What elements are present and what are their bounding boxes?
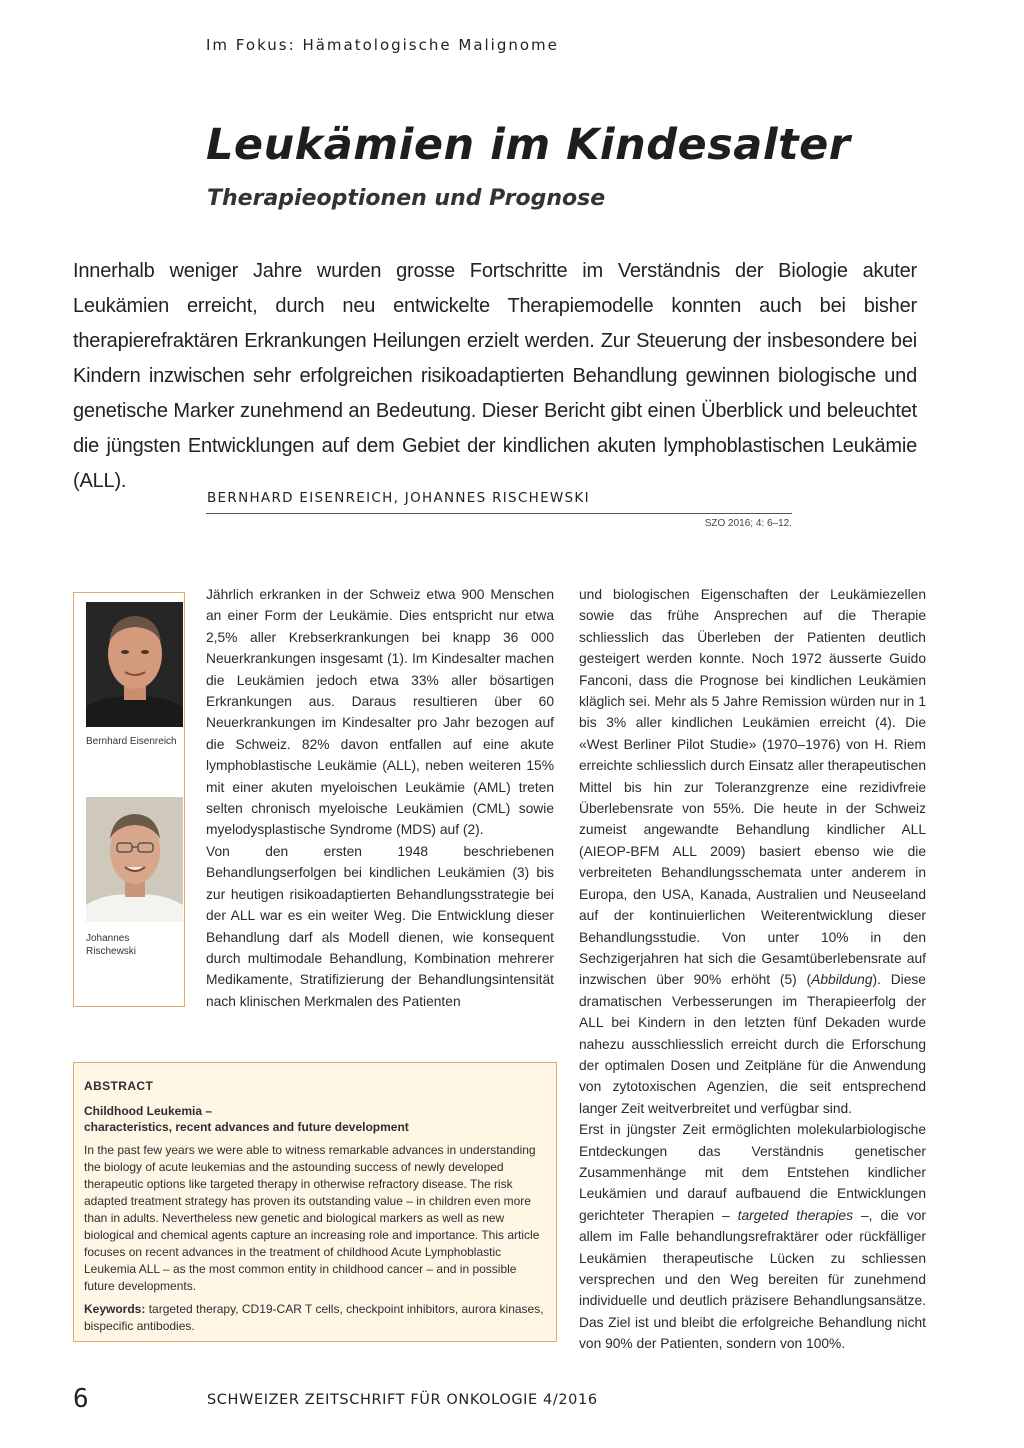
- body-column-2: [579, 584, 926, 1355]
- body-paragraph: Von den ersten 1948 beschriebenen Behandlungserfolgen bei kindlichen Leukämien (3) bis zur heutigen risikoadaptierten Behandlungsstrategie bei der ALL war es ein weiter Weg. Die Entwicklung dieser Behandlung darf als Modell dienen, wie konsequent durch multimodale Behandlung, Kombination mehrerer Medikamente, Stratifizierung der Behandlungsintensität nach klinischen Merkmalen des Patienten: [206, 843, 554, 1009]
- author-line: BERNHARD EISENREICH, JOHANNES RISCHEWSKI: [207, 490, 590, 506]
- body-text: –, die vor allem im Falle behandlungsrefraktärer oder rückfälliger Leukämien therapeutische Lücken zu schliessen versprechen und den Weg bereiten für zunehmend individuelle und deutlich präzisere Behandlungsansätze. Das Ziel ist und bleibt die erfolgreiche Behandlung nicht von 90% der Patienten, sondern von 100%.: [579, 1207, 926, 1352]
- author-photo-box: [73, 592, 185, 1007]
- body-paragraph: [579, 1119, 926, 1354]
- emphasis-term: targeted therapies: [737, 1207, 853, 1223]
- keywords-list: targeted therapy, CD19-CAR T cells, checkpoint inhibitors, aurora kinases, bispecific antibodies.: [84, 1302, 544, 1333]
- abstract-title-line: characteristics, recent advances and future development: [84, 1120, 409, 1134]
- body-paragraph: [579, 584, 926, 1119]
- body-text: Erst in jüngster Zeit ermöglichten molekularbiologische Entdeckungen das Verständnis genetischer Zusammenhänge mit dem Entstehen kindlicher Leukämien und darauf aufbauend die Entwicklungen gerichteter Therapien –: [579, 1122, 926, 1223]
- figure-reference: Abbildung: [811, 972, 873, 988]
- abstract-title: [84, 1103, 549, 1135]
- caption-eisenreich: Bernhard Eisenreich: [86, 736, 177, 747]
- author-photo-rischewski: [86, 797, 183, 922]
- journal-name: SCHWEIZER ZEITSCHRIFT FÜR ONKOLOGIE 4/2016: [207, 1392, 598, 1408]
- citation: SZO 2016; 4: 6–12.: [704, 518, 792, 529]
- section-label: Im Fokus: Hämatologische Malignome: [206, 36, 559, 54]
- abstract-box: [73, 1062, 557, 1342]
- article-subtitle: Therapieoptionen und Prognose: [207, 186, 606, 211]
- keywords-label: Keywords:: [84, 1302, 146, 1316]
- author-rule: [206, 513, 792, 514]
- caption-rischewski: Johannes Rischewski: [86, 933, 137, 957]
- article-title: Leukämien im Kindesalter: [206, 120, 851, 170]
- abstract-heading: ABSTRACT: [84, 1079, 154, 1093]
- page-number: 6: [73, 1384, 89, 1414]
- abstract-title-line: Childhood Leukemia –: [84, 1104, 213, 1118]
- body-text: ). Diese dramatischen Verbesserungen im Therapieerfolg der ALL bei Kindern in den letzten fünf Dekaden wurde nahezu ausschliesslich erreicht durch die Erforschung der optimalen Dosen und Zeitpläne für die Anwendung von zytotoxischen Agenzien, die seit entsprechend langer Zeit weitverbreitet und verfügbar sind.: [579, 972, 926, 1116]
- body-text: und biologischen Eigenschaften der Leukämiezellen sowie das frühe Ansprechen auf die Therapie schliesslich das Überleben der Patienten deutlich gesteigert werden konnte. Noch 1972 äusserte Guido Fanconi, dass die Prognose bei kindlichen Leukämien kläglich sei. Mehr als 5 Jahre Remission würden nur in 1 bis 3% aller kindlichen Leukämien erreicht (4). Die «West Berliner Pilot Studie» (1970–1976) von H. Riem erreichte schliesslich durch Einsatz aller therapeutischen Mittel bis hin zur Toleranzgrenze eine rezidivfreie Überlebensrate von 55%. Die heute in der Schweiz zumeist angewandte Behandlung kindlicher ALL (AIEOP-BFM ALL 2009) basiert ebenso wie die verbreiteten Behandlungsschemata unter anderem in Europa, den USA, Kanada, Australien und Neuseeland auf der kontinuierlichen Weiterentwicklung dieser Behandlungsstudie. Von unter 10% in den Sechzigerjahren hat sich die Gesamtüberlebensrate auf inzwischen über 90% erhöht (5) (: [579, 587, 926, 988]
- author-photo-eisenreich: [86, 602, 183, 727]
- lead-paragraph: Innerhalb weniger Jahre wurden grosse Fortschritte im Verständnis der Biologie akuter Leukämien erreicht, durch neu entwickelte Therapiemodelle konnten auch bei bisher therapierefraktären Erkrankungen Heilungen erzielt werden. Zur Steuerung der insbesondere bei Kindern inzwischen sehr erfolgreichen risikoadaptierten Behandlung gewinnen biologische und genetische Marker zunehmend an Bedeutung. Dieser Bericht gibt einen Überblick und beleuchtet die jüngsten Entwicklungen auf dem Gebiet der kindlichen akuten lymphoblastischen Leukämie (ALL).: [73, 260, 917, 492]
- body-paragraph: Jährlich erkranken in der Schweiz etwa 900 Menschen an einer Form der Leukämie. Dies entspricht nur etwa 2,5% aller Krebserkrankungen bei knapp 36 000 Neuerkrankungen insgesamt (1). Im Kindesalter machen die Leukämien jedoch etwa 33% aller bösartigen Erkrankungen aus. Daraus resultieren über 60 Neuerkrankungen im Kindesalter pro Jahr bezogen auf die Schweiz. 82% davon entfallen auf eine akute lymphoblastische Leukämie (ALL), neben weiteren 15% mit einer akuten myeloischen Leukämie (AML) treten selten chronisch myeloische Leukämien (CML) sowie myelodysplastische Syndrome (MDS) auf (2).: [206, 587, 554, 838]
- body-column-1: [206, 584, 554, 1012]
- abstract-text: In the past few years we were able to witness remarkable advances in understanding the biology of acute leukemias and the astounding success of newly developed therapeutic options like targeted therapy in otherwise refractory disease. The risk adapted treatment strategy has proven its outstanding value – in children even more than in adults. Nevertheless new genetic and biological markers as well as new biological and chemical agents capture an increasing role and importance. This article focuses on recent advances in the treatment of childhood Acute Lymphoblastic Leukemia ALL – as the most common entity in childhood cancer – and in possible future developments.: [84, 1143, 540, 1293]
- abstract-keywords: [84, 1301, 549, 1335]
